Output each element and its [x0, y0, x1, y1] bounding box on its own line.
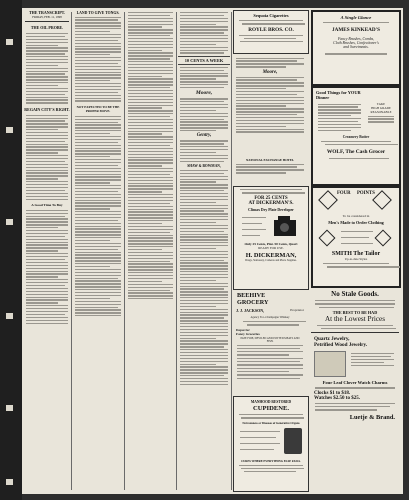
moore-notices [234, 56, 306, 134]
column-4 [178, 8, 230, 494]
ad-quartz: Quartz Jewelry, [314, 336, 350, 343]
ad-smith-name: SMITH The Tailor [331, 251, 381, 257]
advertising-column [233, 8, 401, 494]
ad-butter: Creamery Butter [342, 134, 370, 139]
ad-moore: Moore, [195, 90, 213, 97]
binding-hole [6, 400, 13, 416]
ad-hotel-title: NATIONAL EXCHANGE HOTEL [245, 158, 295, 162]
ad-shaw-bowman: SHAW & BOWMAN, [187, 163, 221, 168]
column-rule [71, 12, 72, 490]
article-body [73, 17, 123, 102]
article-body [178, 67, 230, 89]
ad-points: POINTS [357, 191, 375, 196]
column-1 [24, 8, 70, 494]
headline-snow: NOT EXPECTED TO BE THE PROPER MOVE. [76, 104, 120, 113]
ad-kinkead-name: JAMES KINKEAD'S [332, 27, 380, 34]
hotel-notices [234, 158, 306, 175]
jewelry-illustration [314, 351, 346, 377]
binding-hole [6, 308, 13, 324]
ad-watches: Watches $2.50 to $25. [314, 395, 360, 401]
binding-hole [6, 122, 13, 138]
ad-wolf-goodthings: Good Things for YOUR Dinner [316, 90, 361, 100]
ad-four-leaf: Four Leaf Clover Watch Charms [322, 380, 388, 386]
ad-kinkead-line3: and Sweetmeats. [343, 45, 369, 50]
ad-grocery-title: GROCERY [237, 299, 269, 306]
ad-kinkead [311, 10, 401, 86]
article-body [178, 140, 230, 162]
ad-kinkead-glance: A Single Glance [340, 15, 372, 20]
ad-beehive-title: BEEHIVE [237, 292, 266, 299]
ad-jackson: J. J. JACKSON, [236, 308, 265, 313]
ad-hotel-grade: HIGH GRADE [371, 106, 391, 110]
ad-h-dickerman: H. DICKERMAN, [245, 251, 297, 259]
article-body [178, 98, 230, 131]
column-rule [176, 12, 177, 490]
ad-petrified: Petrified Wood Jewelry. [314, 342, 368, 349]
ad-beehive-pate: PATE FOIE, DEVILED AND POTTED MEATS AND FISH. [240, 336, 300, 343]
ad-dickerman-25: FOR 25 CENTS [254, 195, 288, 201]
column-rule [231, 12, 232, 490]
ad-lowest: At the Lowest Prices [324, 314, 386, 323]
ad-luetje-brand [311, 290, 399, 421]
ad-cupidene-name: CUPIDENE. [252, 405, 290, 412]
figure-illustration [284, 428, 302, 454]
ad-beehive-depot: Depot for [236, 327, 250, 332]
headline-oil-probe: THE OIL PROBE. [30, 25, 64, 30]
masthead-date: FRIDAY, FEB. 11, 1898 [32, 15, 62, 19]
ad-dickerman-at: AT DICKERMAN'S. [248, 200, 294, 206]
ad-clocks: Clocks $1 to $18. [314, 390, 351, 396]
article-body [24, 210, 70, 324]
camera-illustration [240, 214, 302, 240]
ad-kinkead-line1: Fancy Brushes, Combs, [337, 37, 375, 42]
ad-no-stale: No Stale Goods. [331, 290, 379, 298]
ad-dickerman-only: Only 25 Cents, Pint. 50 Cents, Quart [244, 241, 298, 246]
ad-manhood: MANHOOD RESTORED [250, 400, 292, 404]
ad-wolf [311, 86, 401, 186]
ad-beehive-fancy: Fancy Groceries [236, 331, 260, 336]
ad-beehive [233, 292, 307, 381]
binding-hole [6, 214, 13, 230]
ad-sequoia [233, 10, 309, 54]
article-body [126, 12, 175, 299]
ad-considered: To be considered in [342, 214, 370, 218]
ad-cupidene [233, 396, 309, 492]
column-3 [126, 8, 175, 494]
ad-best: THE BEST TO BE HAD [332, 309, 378, 315]
ad-kinkead-line2: Cloth Brushes, Confectioner's [333, 41, 379, 46]
ad-dickerman [233, 186, 309, 290]
binding-hole [6, 474, 13, 490]
article-body [178, 170, 230, 385]
column-rule [124, 12, 125, 490]
ad-dickerman-ready: READY FOR USE. [258, 245, 284, 250]
ad-smith-tailor [311, 186, 401, 288]
article-body [73, 116, 123, 317]
four-points-graphic [313, 188, 399, 214]
ad-royle-title: ROYLE BROS. CO. [248, 26, 294, 33]
newspaper-page [22, 8, 403, 494]
ad-jackson-proprietor: Proprietor [290, 308, 304, 312]
ad-beehive-agency: Agency For--Champagne Whiskey [250, 316, 290, 319]
ad-smith-sub: Up-to-date Styles [344, 257, 368, 261]
ad-ten-cents: 10 CENTS A WEEK [178, 56, 230, 65]
headline-city-right: REGAIN CITY'S RIGHT. [24, 106, 70, 112]
ad-hotel-take: TAKE [376, 102, 386, 106]
article-body [178, 12, 230, 54]
ad-cupidene-sub: Nervousness or Diseases of Generative Organs [242, 420, 300, 425]
ad-h-dickerman-sub: Drugs, Stationery, Cameras and Photo Supplies. [245, 258, 297, 262]
ad-gentry: Gentry, [196, 133, 212, 139]
column-2 [73, 8, 123, 494]
article-body [24, 115, 70, 200]
ad-sequoia-title: Sequoia Cigarettes [253, 13, 289, 18]
ad-cupidene-cures: CURES WHERE EVERYTHING ELSE FAILS. [241, 458, 301, 463]
ad-hotel-reasonable: REASONABLE [370, 110, 392, 114]
ad-climax: Climax Dry Plate Developer [248, 207, 294, 212]
notice-good-time: A Good Time To Buy [31, 202, 63, 207]
ad-moore-script: Moore, [262, 69, 278, 75]
binding-hole [6, 34, 13, 50]
article-body [24, 33, 70, 104]
ad-wolf-name: WOLF, The Cash Grocer [326, 149, 386, 156]
ad-four: FOUR [337, 191, 351, 196]
ad-luetje: Luetje & Brand. [349, 413, 395, 421]
ad-mens-clothing: Men's Made to Order Clothing [328, 220, 384, 225]
headline-land-tongs: LAND TO GIVE TONGS. [76, 11, 120, 15]
masthead-title: THE TRANSCRIPT. [28, 10, 66, 15]
binding-edge [0, 0, 22, 500]
